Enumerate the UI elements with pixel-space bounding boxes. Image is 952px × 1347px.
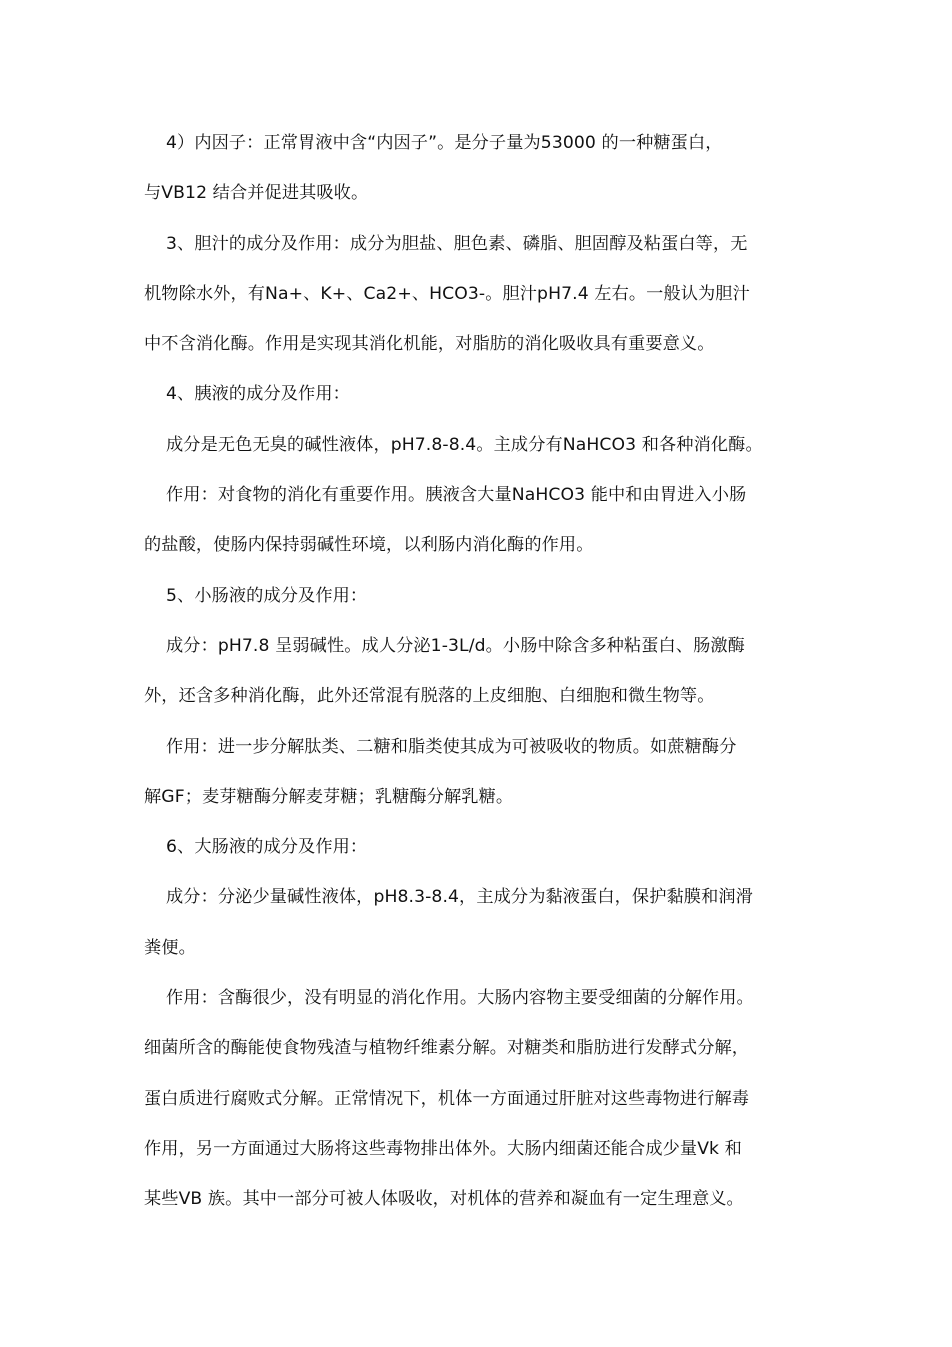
text-line: 中不含消化酶。作用是实现其消化机能，对脂肪的消化吸收具有重要意义。 bbox=[144, 334, 715, 355]
text-line: 成分是无色无臭的碱性液体，pH7.8-8.4。主成分有NaHCO3 和各种消化酶。 bbox=[166, 434, 763, 455]
text-line: 细菌所含的酶能使食物残渣与植物纤维素分解。对糖类和脂肪进行发酵式分解， bbox=[144, 1038, 750, 1059]
section-heading: 4、胰液的成分及作用： bbox=[166, 384, 350, 405]
text-line: 外，还含多种消化酶，此外还常混有脱落的上皮细胞、白细胞和微生物等。 bbox=[144, 686, 715, 707]
section-heading: 5、小肠液的成分及作用： bbox=[166, 585, 368, 606]
text-line: 作用：进一步分解肽类、二糖和脂类使其成为可被吸收的物质。如蔗糖酶分 bbox=[166, 736, 737, 757]
text-line: 成分：分泌少量碱性液体，pH8.3-8.4，主成分为黏液蛋白，保护黏膜和润滑 bbox=[166, 887, 753, 908]
text-line: 作用：对食物的消化有重要作用。胰液含大量NaHCO3 能中和由胃进入小肠 bbox=[166, 485, 747, 506]
text-line: 3、胆汁的成分及作用：成分为胆盐、胆色素、磷脂、胆固醇及粘蛋白等，无 bbox=[166, 233, 748, 254]
text-line: 某些VB 族。其中一部分可被人体吸收，对机体的营养和凝血有一定生理意义。 bbox=[144, 1189, 744, 1210]
section-heading: 6、大肠液的成分及作用： bbox=[166, 837, 368, 858]
text-line: 与VB12 结合并促进其吸收。 bbox=[144, 183, 369, 204]
text-line: 粪便。 bbox=[144, 937, 196, 958]
text-line: 作用：含酶很少，没有明显的消化作用。大肠内容物主要受细菌的分解作用。 bbox=[166, 988, 754, 1009]
text-line: 4）内因子：正常胃液中含“内因子”。是分子量为53000 的一种糖蛋白， bbox=[166, 133, 723, 153]
text-line: 成分：pH7.8 呈弱碱性。成人分泌1-3L/d。小肠中除含多种粘蛋白、肠激酶 bbox=[166, 635, 745, 656]
text-line: 的盐酸，使肠内保持弱碱性环境，以利肠内消化酶的作用。 bbox=[144, 535, 594, 556]
text-line: 解GF；麦芽糖酶分解麦芽糖；乳糖酶分解乳糖。 bbox=[144, 786, 514, 807]
text-line: 机物除水外，有Na+、K+、Ca2+、HCO3-。胆汁pH7.4 左右。一般认为胆汁 bbox=[144, 283, 750, 304]
document-body bbox=[144, 118, 812, 1225]
text-line: 蛋白质进行腐败式分解。正常情况下，机体一方面通过肝脏对这些毒物进行解毒 bbox=[144, 1088, 750, 1109]
text-line: 作用，另一方面通过大肠将这些毒物排出体外。大肠内细菌还能合成少量Vk 和 bbox=[144, 1138, 742, 1159]
